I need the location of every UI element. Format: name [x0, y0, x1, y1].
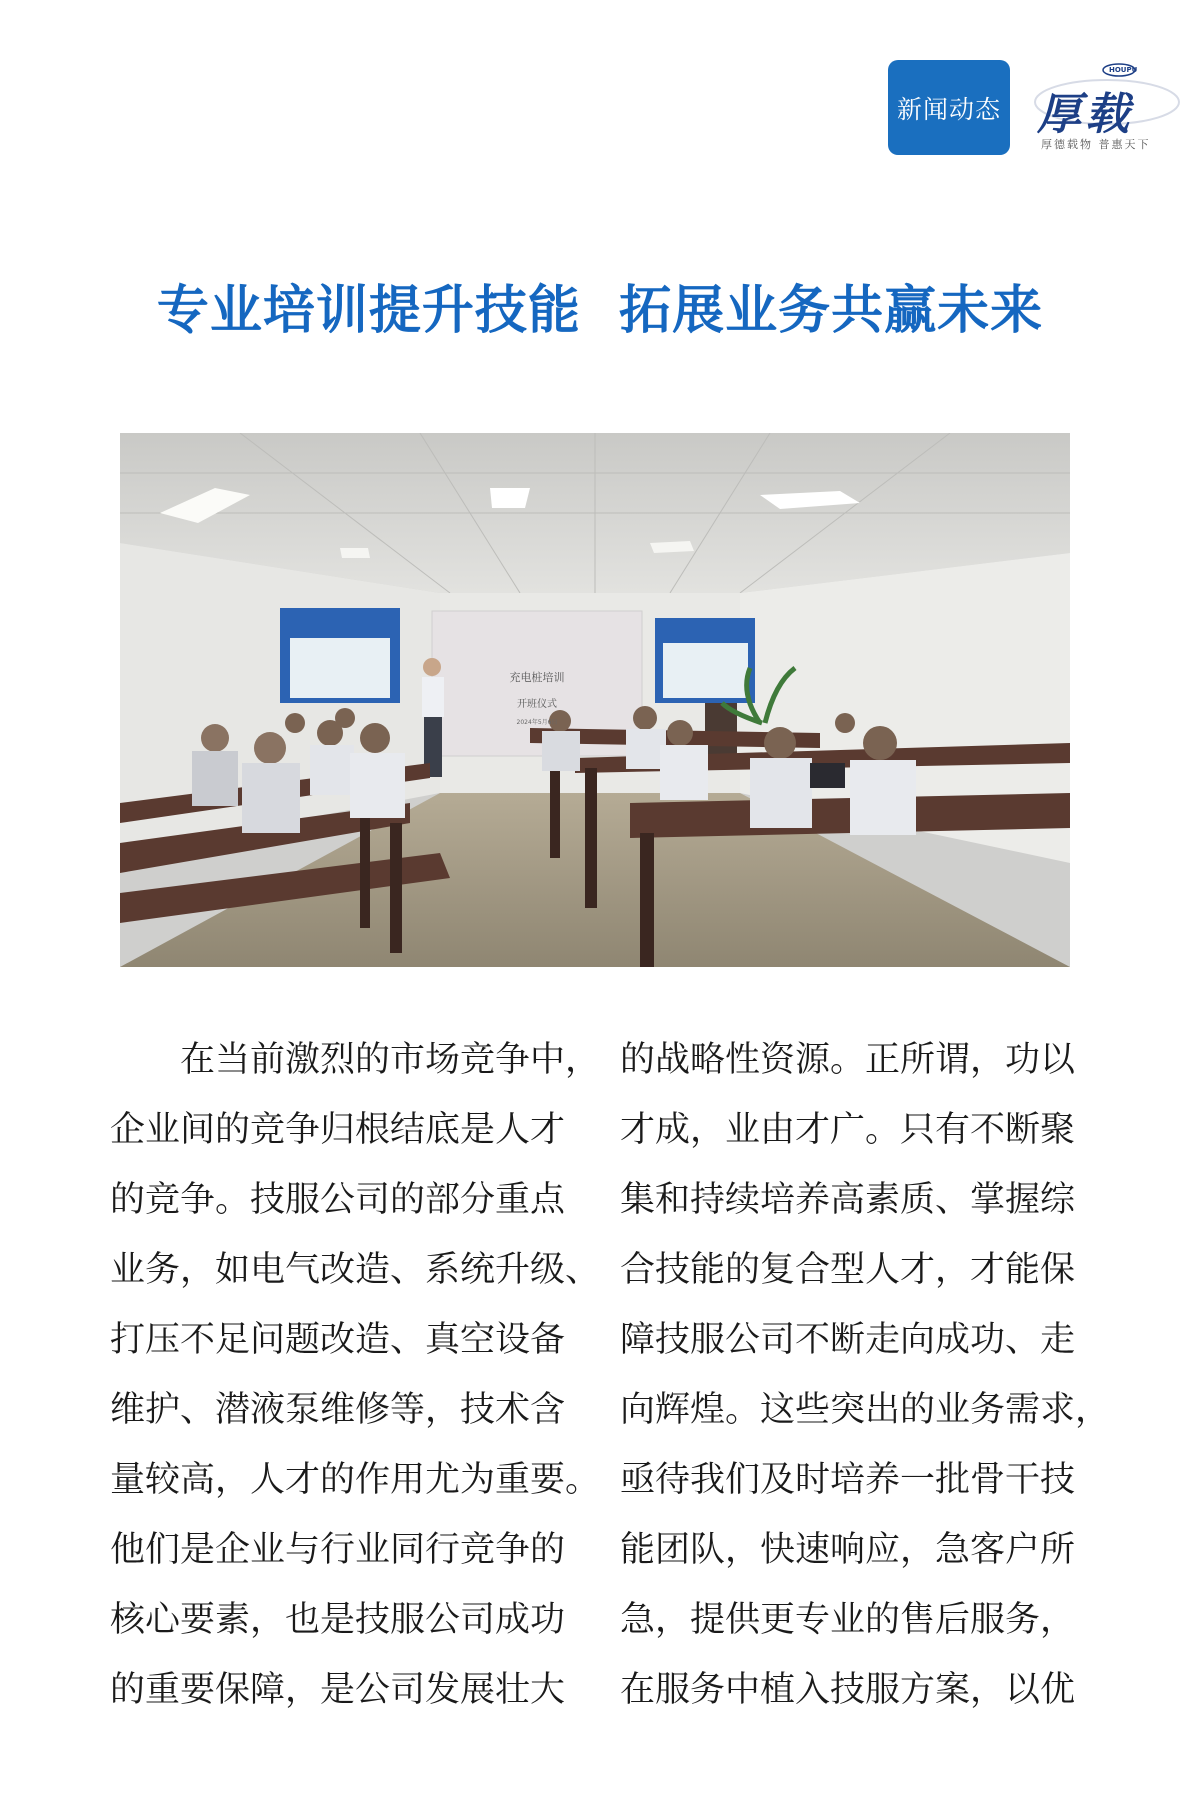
logo-glyphs: 厚载	[1037, 89, 1133, 140]
paragraph-line: 的竞争。技服公司的部分重点	[110, 1180, 566, 1220]
section-label: 新闻动态	[896, 94, 1001, 124]
article-column-left	[110, 1025, 601, 1725]
training-photo	[120, 433, 1070, 967]
paragraph-line: 向辉煌。这些突出的业务需求，	[620, 1390, 1111, 1430]
paragraph-line: 障技服公司不断走向成功、走	[620, 1320, 1076, 1360]
paragraph-line: 在服务中植入技服方案，以优	[620, 1670, 1076, 1710]
paragraph-line: 维护、潜液泵维修等，技术含	[110, 1390, 566, 1430]
paragraph-line: 核心要素，也是技服公司成功	[110, 1600, 566, 1640]
paragraph-line: 他们是企业与行业同行竞争的	[110, 1530, 566, 1570]
paragraph-line: 的重要保障，是公司发展壮大	[110, 1670, 566, 1710]
paragraph-line: 的战略性资源。正所谓，功以	[620, 1040, 1076, 1080]
paragraph-line: 企业间的竞争归根结底是人才	[110, 1110, 566, 1150]
company-logo	[1023, 58, 1188, 158]
paragraph-line: 在当前激烈的市场竞争中，	[110, 1040, 601, 1080]
paragraph-line: 量较高，人才的作用尤为重要。	[110, 1460, 601, 1500]
logo-brand: HOUPU	[1109, 66, 1138, 74]
headline: 专业培训提升技能 拓展业务共赢未来	[156, 281, 1044, 341]
section-badge	[888, 60, 1010, 155]
paragraph-line: 合技能的复合型人才，才能保	[620, 1250, 1076, 1290]
paragraph-line: 业务，如电气改造、系统升级、	[110, 1250, 601, 1290]
screen-date: 2024年5月6日	[516, 719, 558, 726]
article-column-right	[620, 1025, 1111, 1725]
paragraph-line: 能团队，快速响应，急客户所	[620, 1530, 1076, 1570]
paragraph-line: 亟待我们及时培养一批骨干技	[620, 1460, 1076, 1500]
paragraph-line: 才成，业由才广。只有不断聚	[620, 1110, 1076, 1150]
paragraph-line: 打压不足问题改造、真空设备	[110, 1320, 566, 1360]
paragraph-line: 集和持续培养高素质、掌握综	[620, 1180, 1076, 1220]
screen-subtitle: 开班仪式	[517, 699, 557, 710]
logo-motto: 厚德载物 普惠天下	[1041, 138, 1151, 151]
paragraph-line: 急，提供更专业的售后服务，	[620, 1600, 1076, 1640]
screen-title: 充电桩培训	[509, 671, 565, 684]
